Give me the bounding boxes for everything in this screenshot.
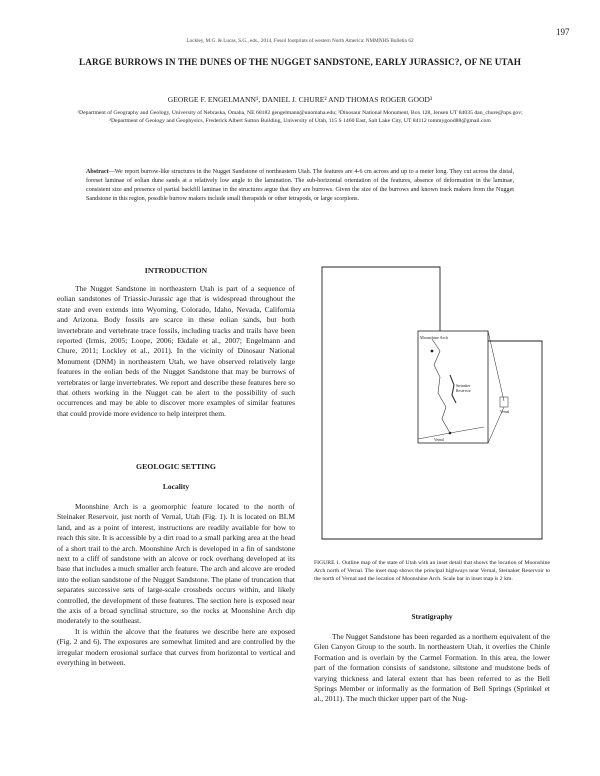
abstract-label: Abstract [86, 169, 109, 175]
locality-subheading: Locality [162, 482, 190, 491]
vernal-marker [449, 432, 452, 435]
paragraph: The Nugget Sandstone in northeastern Utah is part of a sequence of eolian sandstones of Triassic-Jurassic age that is widespread throughout the state and even extends into Wyoming, Colorado, Idaho, Nevada, California and Arizona. Body fossils are scarce in these eolian sands, but both invertebrate and vertebrate trace fossils, including tracks and trails have been reported (Irmis, 2005; Loope, 2006; Ekdale et al., 2007; Engelmann and Chure, 2011; Lockley et al., 2011). In the vicinity of Dinosaur National Monument (DNM) in northeastern Utah, we have observed relatively large features in the eolian beds of the Nugget Sandstone that may be burrows of vertebrates or large invertebrates. We report and describe these features here so that others working in the Nugget can be alert to the possibility of such occurrences and may be able to discover more examples of similar features that could provide more evidence to help interpret them. [57, 284, 295, 418]
introduction-heading: INTRODUCTION [144, 266, 208, 275]
figure-1-map [314, 257, 550, 549]
stratigraphy-body [314, 632, 550, 705]
abstract-text: —We report burrow-like structures in the Nugget Sandstone of northeastern Utah. The features are 4-6 cm across and up to a meter long. They cut across the distal, foreset laminae of eolian dune sands at a relatively low angle to the lamination. The sub-horizontal orientation of the features, absence of deformation in the laminae, consistent size and presence of partial backfill laminae in the structures argue that they are burrows. Given the size of the burrows and known track makers from the Nugget Sandstone in this region, possible burrow makers include small therapsids or other tetrapods, or large scorpions. [86, 169, 514, 202]
geologic-setting-heading: GEOLOGIC SETTING [136, 462, 216, 471]
figure-1-caption [314, 560, 550, 584]
affiliations: ¹Department of Geography and Geology, University of Nebraska, Omaha, NE 68182 gengelmann@unomaha.edu; ²Dinosaur National Monument, Box 128, Jensen UT 84035 dan_chure@nps.gov; ³Department of Geology and Geophysics, Frederick Albert Sutton Building, University of Utah, 115 S 1460 East, Salt Lake City, UT 84112 tommygood88@gmail.com [77, 110, 523, 124]
inset-label-vernal: Vernal [434, 438, 444, 442]
paper-title: LARGE BURROWS IN THE DUNES OF THE NUGGET SANDSTONE, EARLY JURASSIC?, OF NE UTAH [79, 57, 521, 67]
leader-line [488, 331, 504, 401]
state-label-vernal: Vernal [500, 410, 510, 414]
inset-label-steinaker: Steinaker [456, 384, 471, 388]
inset-label-reservoir: Reservoir [456, 389, 471, 393]
author-list: GEORGE F. ENGELMANN¹, DANIEL J. CHURE² AND THOMAS ROGER GOOD³ [167, 95, 433, 104]
running-head: Lockley, M.G. & Lucas, S.G., eds., 2014, Fossil footprints of western North America: NMMNHS Bulletin 62 [186, 38, 414, 44]
introduction-body [57, 284, 295, 419]
abstract [86, 168, 514, 204]
paragraph: It is within the alcove that the features we describe here are exposed (Fig. 2 and 6). The exposures are somewhat limited and are controlled by the irregular modern erosional surface that curves from horizontal to vertical and everything in between. [57, 626, 295, 668]
location-box [500, 397, 508, 407]
paragraph: Moonshine Arch is a geomorphic feature located to the north of Steinaker Reservoir, just north of Vernal, Utah (Fig. 1). It is located on BLM land, and as a point of interest, instructions are readily available for how to reach this site. It is accessible by a dirt road to a small parking area at the head of a short trail to the arch. Moonshine Arch is developed in a fin of sandstone next to a cliff of sandstone with an alcove or rock overhang developed at its base that includes a much smaller arch feature. The arch and alcove are eroded into the eolian sandstone of the Nugget Sandstone. The plane of truncation that separates successive sets of large-scale crossbeds occurs within, and likely controlled, the development of these features. The section here is exposed near the axis of a broad synclinal structure, so the rocks at Moonshine Arch dip moderately to the southeast. [57, 502, 295, 626]
locality-body [57, 502, 295, 669]
page-number: 197 [556, 27, 570, 37]
utah-outline-map [314, 257, 550, 549]
paragraph: The Nugget Sandstone has been regarded as a northern equivalent of the Glen Canyon Group to the south. In northeastern Utah, it overlies the Chinle Formation and is overlain by the Carmel Formation. In this area, the lower part of the formation consists of sandstone, siltstone and mudstone beds of varying thickness and lateral extent that has been referred to as the Bell Springs Member or informally as the formation of Bell Springs (Sprinkel et al., 2011). The much thicker upper part of the Nug- [314, 632, 550, 704]
inset-title-label: Moonshine Arch [420, 335, 449, 340]
inset-box [418, 331, 488, 443]
moonshine-arch-marker [431, 350, 434, 353]
caption-label: FIGURE 1. [314, 560, 341, 566]
caption-text: Outline map of the state of Utah with an inset detail that shows the location of Moonshine Arch north of Vernal. The inset map shows the principal highways near Vernal, Steinaker Reservoir to the north of Vernal and the location of Moonshine Arch. Scale bar in inset map is 2 km. [314, 560, 550, 582]
stratigraphy-heading: Stratigraphy [411, 612, 453, 621]
